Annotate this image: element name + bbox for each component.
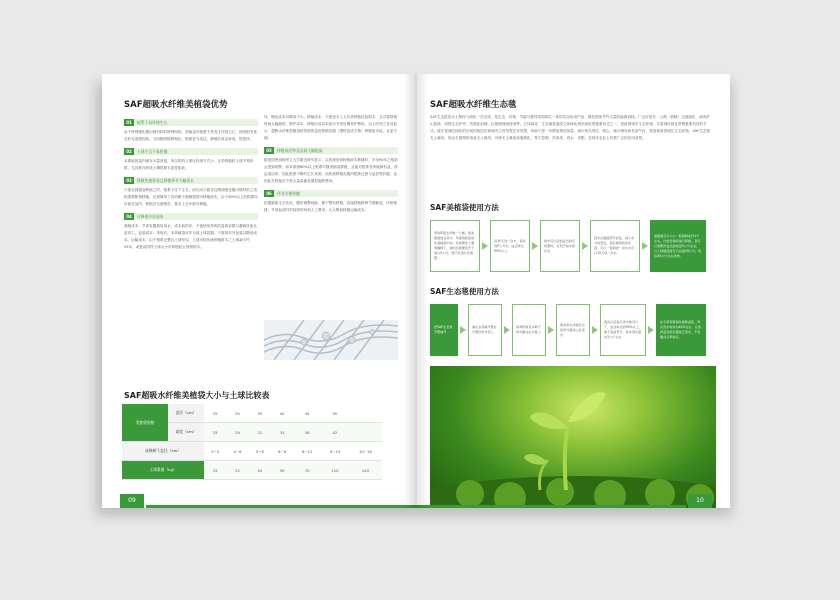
eco-title: SAF生态毯使用方法: [430, 287, 499, 296]
section-01: [124, 119, 258, 126]
section-number: 05: [264, 147, 274, 154]
table-cell: 40: [249, 461, 271, 480]
table-cell: 15: [204, 461, 226, 480]
table-cell: 36: [293, 423, 321, 442]
section-text: 本系统因袋内保存大量须根，所以带的土球比传统方式小，且於移植时土球不易松散，尤其种在砂质土壤的树木更是如此。: [124, 159, 254, 170]
section-label: 移植成活率及品质大幅提高: [274, 147, 398, 154]
usage-flow: [430, 220, 706, 272]
table-cell: 8~12: [293, 442, 321, 461]
table-cell: 3~5: [204, 442, 226, 461]
section-number: 02: [124, 148, 134, 155]
table-cell: 22: [226, 461, 248, 480]
eco-step: 两次用水浇施生态毯充分湿润之后浇水: [556, 304, 590, 356]
table-cell: 10~16: [349, 442, 382, 461]
arrow-right-icon: [642, 242, 648, 250]
usage-title: SAF美植袋使用方法: [430, 203, 499, 212]
table-cell: 140: [349, 461, 382, 480]
row-label: 直径（cm）: [168, 404, 204, 423]
group-label: 美植袋规格: [122, 404, 168, 442]
section-text: 只需在栽植袋种植之时，根系不往下生长，而仅向少数穿过侧面强化聚丙烯材料之须根需要断根移植，仅需简单工具切断少数侧根即可移植树木，由于80%以上的根系均存留在袋内，移植后无需缓苗，基本上全年都可移植。: [124, 188, 258, 206]
arrow-right-icon: [592, 326, 598, 334]
section-label: 可降低多项成本: [134, 213, 258, 220]
page-number: 10: [688, 494, 712, 508]
section-text: 据美国密西根州立大学最近研究显示，以传统田间种植树木移植时，多至90%之根部会受到切断，而本系统80%以上根系可随美植袋移植，且能对根系发育能够有益，保证成活率，因此根系不断的生长来源，而传统移植容器内根系过密与品质等问题，也因此在移植后不需大量浇灌及增加施肥费用。: [264, 158, 398, 183]
table-cell: 5~8: [249, 442, 271, 461]
section-02: [124, 148, 258, 155]
section-number: 06: [264, 190, 274, 197]
arrow-right-icon: [548, 326, 554, 334]
table-row: [122, 442, 382, 461]
eco-step: 将草籽或花卉种子均匀撒在生态毯上: [512, 304, 546, 356]
usage-step: 袋中可以添加适当的有机肥料，有利于树木的生长。: [540, 220, 580, 272]
section-label: 土球小且不易松散: [134, 148, 258, 155]
table-row: [122, 461, 382, 480]
eco-step: 减生态毯填平整在平整好的外表上: [468, 304, 502, 356]
table-cell: 9~14: [321, 442, 349, 461]
left-column-1: [124, 114, 258, 251]
table-cell: 30: [226, 404, 248, 423]
right-page-title: SAF超吸水纤维生态毯: [430, 100, 517, 110]
table-cell: 25: [204, 423, 226, 442]
arrow-right-icon: [504, 326, 510, 334]
row-label: 成株树干直径（cm）: [122, 442, 204, 461]
section-05: [264, 147, 398, 154]
table-cell: 33: [271, 423, 293, 442]
section-text: 由于特殊强化聚丙烯材料的特殊结构，美植袋内根系不易发生环绕生长，使须根发育良好无盘根现象，与同树龄植株相比，根系更为发达，移植后成活率高，恢复快。: [124, 130, 257, 141]
table-cell: 31: [249, 423, 271, 442]
usage-step: 用SAF吸水纤维一个桶，把美植袋放在其中，用准将树苗放在美植袋中间，把原种在土壤周围种下，树的四周要离开于袋口5公分，便于在浇水及施肥。: [430, 220, 480, 272]
eco-step: 把SAF生态毯平整铺开: [430, 304, 458, 356]
section-text: 依据最新生长状况，随时调整间距，便于整形移植；直接移植树种不需解袋，环保便捷，节省起苗时的装卸时间和人工费用，大大降低移植运输成本。: [264, 201, 397, 212]
column-intro-text: 环、搬运成本可降低不少。移植成本：不需找木工人员来移植包装树木，且可将移植时间大幅缩短；维护成本：移植后成活率高可节省后期养护费用。以上所列之各项显示，超吸水纤维美植袋较传统的袋苗种植容器（塑料盆或木箱）种植成本低，且更方便。: [264, 115, 397, 140]
row-label: 高度（cm）: [168, 423, 204, 442]
table-cell: 110: [321, 461, 349, 480]
section-06: [264, 190, 398, 197]
section-label: 移植快速容易且移植季节大幅延长: [134, 177, 258, 184]
arrow-right-icon: [582, 242, 588, 250]
eco-step: 两次以后进行浇水就可以了，成活率达到95%以上，施于高温季节，每次浇水量在5公斤左右: [600, 304, 646, 356]
usage-step: 每10天浇一次水，每次浇5公升水，成活率达90%以上。: [490, 220, 530, 272]
table-cell: 4~6: [226, 442, 248, 461]
page-number: 09: [120, 494, 144, 508]
table-cell: 70: [293, 461, 321, 480]
intro-text: SAF生态毯是水土保持与绿化一次完成，是生态、环保、节能与柔性结构四位一体的实用应用产品，拥有国家节约大量的能源消耗。广泛应用在：公路（铁路）边坡绿化、废弃矿山复绿、河堤生态护岸、荒漠化治理、垃圾填埋场封场等。立体绿化：生态墙是盘绕立体绿化城市绿化的重要形式之一，是改善城市生态环境、丰富城市绿化景观重要有效的方式。能丰富城区绿化的空间结构层次和城市立体景观艺术效果，有助于进一步增加城市绿量，减少热岛效应、吸尘、减少噪音和有害气体，营造和改善城区生态环境。SAF生态毯无土栽培，如水生植物的垂直无土栽培，可使无土栽培设施简化，易于控制，效率高，省水、省肥，在现代农业上有着广泛的应用前景。: [430, 115, 710, 140]
right-page: [416, 74, 730, 508]
left-column-2: [264, 114, 398, 214]
table-cell: [349, 404, 382, 423]
table-cell: 35: [249, 404, 271, 423]
section-04: [124, 213, 258, 220]
left-page: [102, 74, 416, 508]
table-title: SAF超吸水纤维美植袋大小与土球比较表: [124, 391, 270, 400]
table-row: [122, 404, 382, 423]
left-page-title: SAF超吸水纤维美植袋优势: [124, 100, 228, 110]
section-number: 01: [124, 119, 134, 126]
section-label: 根系不易环绕生长: [134, 119, 258, 126]
table-cell: 25: [204, 404, 226, 423]
section-03: [124, 177, 258, 184]
table-cell: 29: [226, 423, 248, 442]
usage-step: 浇水次数随季节而变，减少水分的蒸发，保证植物的需求量，可以一星期浇一次水也可以15天浇一次水。: [590, 220, 640, 272]
footer-bar: [146, 505, 416, 508]
arrow-right-icon: [648, 326, 654, 334]
table-cell: 45: [293, 404, 321, 423]
arrow-right-icon: [460, 326, 466, 334]
row-label: 土球重量（kg）: [122, 461, 204, 480]
section-label: 作业方便快捷: [274, 190, 398, 197]
size-comparison-table: [122, 404, 382, 480]
arrow-right-icon: [482, 242, 488, 250]
eco-step: 在冬季若要保持植物温度，再次浇水时间为40%左右，在选择适当的位置进行浇水，不需要在冬季进行。: [656, 304, 706, 356]
book-spine: [404, 74, 428, 508]
eco-flow: [430, 304, 706, 356]
table-cell: 50: [321, 404, 349, 423]
section-number: 04: [124, 213, 134, 220]
section-text: 栽植成本：节省容器栽培用水，成本低的多，不需使用昂贵的盆栽容器与灌溉设备且更省工。包装成本：采收后，本美植袋可作为装土球容器，不需再另外包装以降低成本。运输成本：由于根系完整且土球坚实，土球可较传统种植树木之土球减少约25%，或是说同样土球大小可种植较大规格树木。: [124, 224, 257, 249]
footer-bar: [416, 505, 686, 508]
sprout-icon: [430, 366, 716, 508]
table-cell: [349, 423, 382, 442]
fiber-mesh-illustration: [264, 320, 398, 360]
table-cell: 6~9: [271, 442, 293, 461]
table-cell: 40: [271, 404, 293, 423]
table-cell: 50: [271, 461, 293, 480]
section-number: 03: [124, 177, 134, 184]
usage-step: 美植袋可以大小一般控制在约1个左右，比较容易的进行移植，且可以追肥改良达到质量5公分左右，以上移植高度可以达到30公分，然后30公分左右浇透。: [650, 220, 706, 272]
arrow-right-icon: [532, 242, 538, 250]
sprout-photo: [430, 366, 716, 508]
table-cell: 42: [321, 423, 349, 442]
